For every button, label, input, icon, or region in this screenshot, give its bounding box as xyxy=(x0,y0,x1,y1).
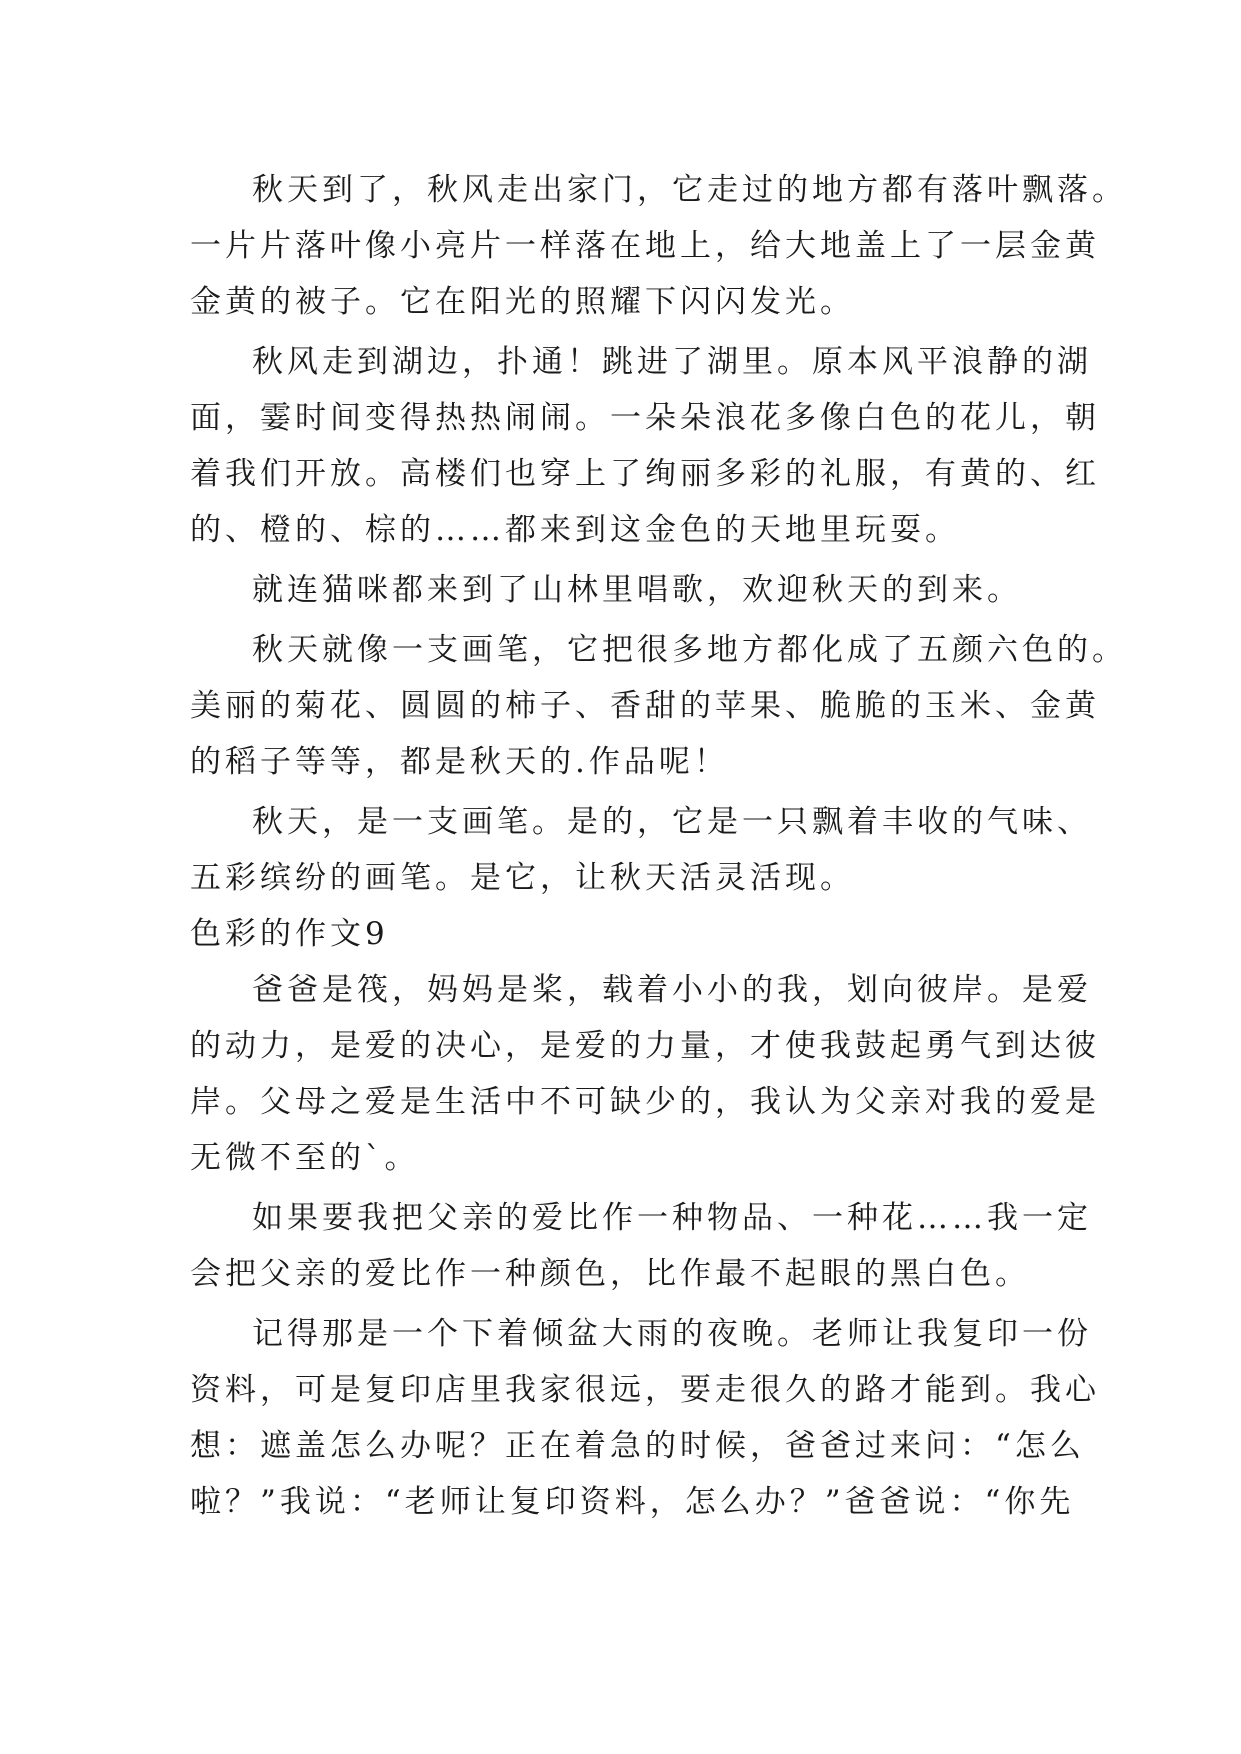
text-line: 秋天就像一支画笔，它把很多地方都化成了五颜六色的。 xyxy=(252,632,1127,668)
text-line: 记得那是一个下着倾盆大雨的夜晚。老师让我复印一份 xyxy=(252,1316,1092,1352)
text-line: 秋天，是一支画笔。是的，它是一只飘着丰收的气味、 xyxy=(252,804,1092,840)
text-line: 的动力，是爱的决心，是爱的力量，才使我鼓起勇气到达彼 xyxy=(190,1028,1100,1064)
text-line: 金黄的被子。它在阳光的照耀下闪闪发光。 xyxy=(190,284,855,320)
text-line: 美丽的菊花、圆圆的柿子、香甜的苹果、脆脆的玉米、金黄 xyxy=(190,688,1100,724)
text-line: 秋天到了，秋风走出家门，它走过的地方都有落叶飘落。 xyxy=(252,172,1127,208)
text-line: 五彩缤纷的画笔。是它，让秋天活灵活现。 xyxy=(190,860,855,896)
text-line: 一片片落叶像小亮片一样落在地上，给大地盖上了一层金黄 xyxy=(190,228,1100,264)
text-line: 资料，可是复印店里我家很远，要走很久的路才能到。我心 xyxy=(190,1372,1100,1408)
text-line: 会把父亲的爱比作一种颜色，比作最不起眼的黑白色。 xyxy=(190,1256,1030,1292)
text-line: 爸爸是筏，妈妈是桨，载着小小的我，划向彼岸。是爱 xyxy=(252,972,1092,1008)
text-line: 就连猫咪都来到了山林里唱歌，欢迎秋天的到来。 xyxy=(252,572,1022,608)
text-line: 想：遮盖怎么办呢？正在着急的时候，爸爸过来问：“怎么 xyxy=(190,1428,1085,1464)
text-line: 如果要我把父亲的爱比作一种物品、一种花……我一定 xyxy=(252,1200,1092,1236)
text-line: 面，霎时间变得热热闹闹。一朵朵浪花多像白色的花儿，朝 xyxy=(190,400,1100,436)
text-line: 着我们开放。高楼们也穿上了绚丽多彩的礼服，有黄的、红 xyxy=(190,456,1100,492)
text-line: 啦？”我说：“老师让复印资料，怎么办？”爸爸说：“你先 xyxy=(190,1484,1075,1520)
text-line: 岸。父母之爱是生活中不可缺少的，我认为父亲对我的爱是 xyxy=(190,1084,1100,1120)
text-line: 无微不至的`。 xyxy=(190,1140,420,1176)
text-line: 的稻子等等，都是秋天的.作品呢！ xyxy=(190,744,729,780)
section-heading: 色彩的作文9 xyxy=(190,916,389,952)
text-line: 秋风走到湖边，扑通！跳进了湖里。原本风平浪静的湖 xyxy=(252,344,1092,380)
text-line: 的、橙的、棕的……都来到这金色的天地里玩耍。 xyxy=(190,512,960,548)
